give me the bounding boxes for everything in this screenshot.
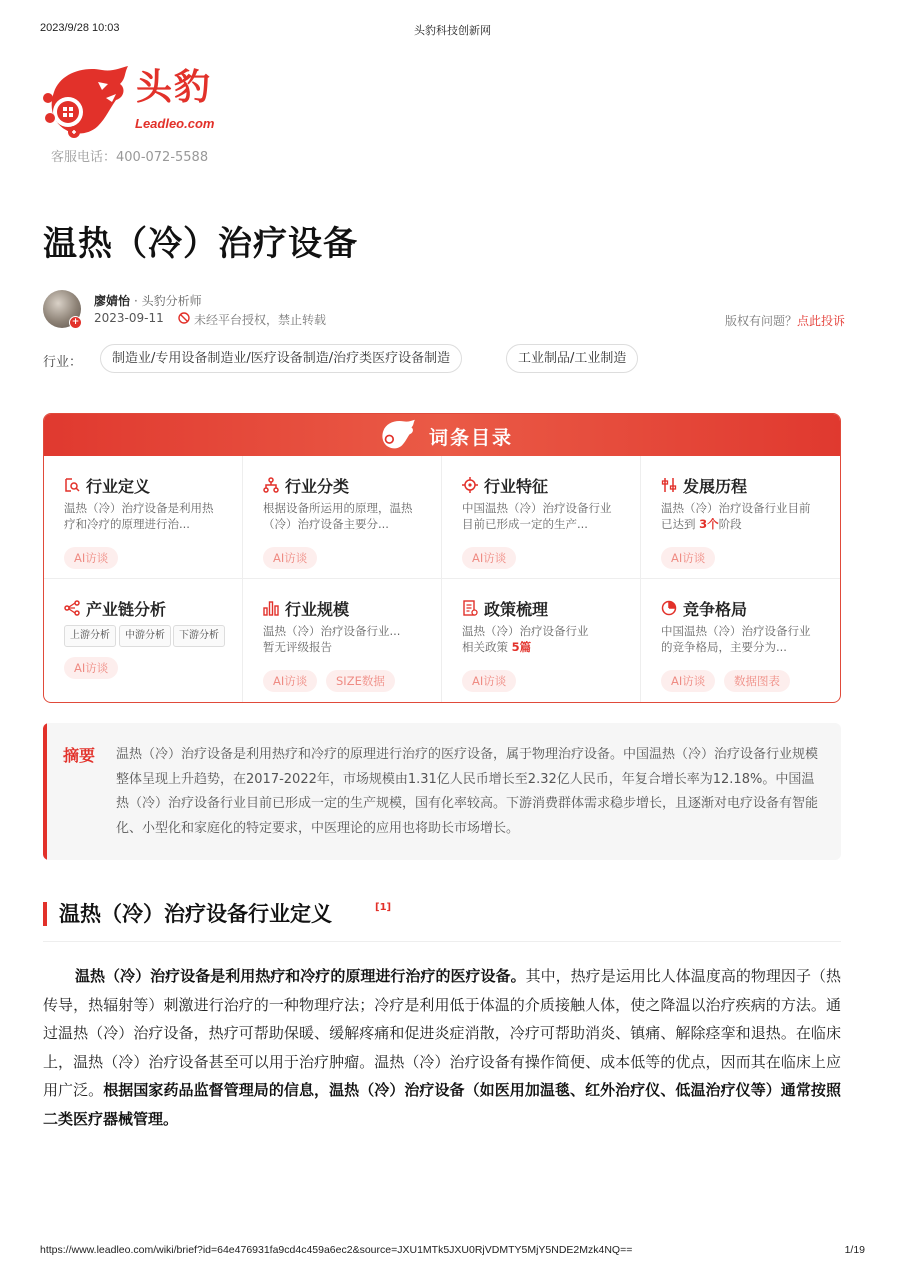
midstream-analysis-button[interactable]: 中游分析 bbox=[119, 625, 171, 647]
page-url: https://www.leadleo.com/wiki/brief?id=64e476931fa9cd4c459a6ec2&source=JXU1MTk5JXU0RjVDMTY5MjY5NDE2Mzk4NQ== bbox=[40, 1244, 633, 1256]
toc-item-title: 行业规模 bbox=[285, 600, 350, 619]
ai-interview-chip[interactable]: AI访谈 bbox=[263, 670, 317, 692]
print-site-title: 头豹科技创新网 bbox=[414, 25, 491, 37]
bold-sentence: 根据国家药品监督管理局的信息，温热（冷）治疗设备（如医用加温毯、红外治疗仪、低温治疗仪等）通常按照二类医疗器械管理。 bbox=[43, 1081, 841, 1128]
toc-item-desc: 中国温热（冷）治疗设备行业的竞争格局，主要分为... bbox=[661, 624, 811, 654]
toc-item-chain[interactable] bbox=[44, 579, 243, 702]
toc-item-classification[interactable] bbox=[243, 456, 442, 579]
data-chart-chip[interactable]: 数据图表 bbox=[724, 670, 790, 692]
toc-item-title: 行业分类 bbox=[285, 477, 350, 496]
print-datetime: 2023/9/28 10:03 bbox=[40, 22, 120, 34]
industry-tag[interactable]: 制造业/专用设备制造业/医疗设备制造/治疗类医疗设备制造 bbox=[100, 344, 462, 373]
toc-item-desc: 温热（冷）治疗设备是利用热疗和冷疗的原理进行治... bbox=[64, 501, 214, 531]
divider bbox=[43, 941, 841, 942]
rating-note: 暂无评级报告 bbox=[263, 640, 332, 654]
size-data-chip[interactable]: SIZE数据 bbox=[326, 670, 395, 692]
toc-item-desc bbox=[462, 623, 622, 655]
toc-item-title: 行业定义 bbox=[86, 477, 151, 496]
paragraph-text: 其中，热疗是运用比人体温度高的物理因子（热传导，热辐射等）刺激进行治疗的一种物理疗法；冷疗是利用低于体温的介质接触人体，使之降温以治疗疾病的方法。通过温热（冷）治疗设备，热疗可帮助保暖、缓解疼痛和促进炎症消散，冷疗可帮助消炎、镇痛、解除痉挛和退热。在临床上，温热（冷）治疗设备甚至可以用于治疗肿瘤。温热（冷）治疗设备有操作简便、成本低等的优点，因而其在临床上应用广泛。 bbox=[43, 967, 841, 1099]
industry-tags bbox=[43, 344, 845, 374]
hierarchy-icon bbox=[263, 477, 279, 493]
timeline-icon bbox=[661, 477, 677, 493]
desc-text: 相关政策 bbox=[462, 640, 512, 654]
toc-panel bbox=[43, 413, 841, 703]
report-link[interactable]: 点此投诉 bbox=[796, 314, 845, 328]
summary-box bbox=[43, 723, 841, 860]
definition-paragraph bbox=[43, 962, 841, 1133]
print-header bbox=[40, 22, 865, 36]
desc-text: 温热（冷）治疗设备行业 bbox=[462, 624, 589, 638]
ai-interview-chip[interactable]: AI访谈 bbox=[462, 547, 516, 569]
author-name[interactable]: 廖婧怡 bbox=[94, 294, 131, 308]
policy-doc-icon bbox=[462, 600, 478, 616]
ai-interview-chip[interactable]: AI访谈 bbox=[64, 657, 118, 679]
bold-sentence: 温热（冷）治疗设备是利用热疗和冷疗的原理进行治疗的医疗设备。 bbox=[75, 967, 526, 985]
heading-accent-bar bbox=[43, 902, 47, 926]
footnote-ref[interactable]: [1] bbox=[375, 902, 392, 913]
desc-text: 温热（冷）治疗设备行业目前已达到 bbox=[661, 501, 811, 531]
desc-text: 温热（冷）治疗设备行业... bbox=[263, 624, 401, 638]
toc-item-history[interactable] bbox=[641, 456, 840, 579]
copyright-report bbox=[725, 312, 845, 329]
summary-accent-bar bbox=[43, 723, 47, 860]
bar-chart-icon bbox=[263, 600, 279, 616]
toc-item-title: 产业链分析 bbox=[86, 600, 167, 619]
policy-count: 5篇 bbox=[511, 640, 532, 654]
target-icon bbox=[462, 477, 478, 493]
leadleo-logo[interactable] bbox=[40, 62, 230, 142]
prohibited-icon bbox=[178, 312, 190, 324]
report-prefix: 版权有问题？ bbox=[724, 314, 797, 328]
toc-header bbox=[44, 414, 840, 456]
downstream-analysis-button[interactable]: 下游分析 bbox=[173, 625, 225, 647]
leopard-logo-icon bbox=[374, 418, 420, 452]
summary-text: 温热（冷）治疗设备是利用热疗和冷疗的原理进行治疗的医疗设备，属于物理治疗设备。中国温热（冷）治疗设备行业规模整体呈现上升趋势，在2017-2022年，市场规模由1.31亿人民币增长至2.32亿人民币，年复合增长率为12.18%。中国温热（冷）治疗设备行业目前已形成一定的生产规模，国有化率较高。下游消费群体需求稳步增长，且逐渐对电疗设备有智能化、小型化和家庭化的特定要求，中医理论的应用也将助长市场增长。 bbox=[116, 747, 819, 836]
toc-item-desc bbox=[263, 623, 423, 655]
stage-count: 3个 bbox=[699, 517, 719, 531]
industry-tag[interactable]: 工业制品/工业制造 bbox=[506, 344, 638, 373]
pie-chart-icon bbox=[661, 600, 677, 616]
toc-item-scale[interactable] bbox=[243, 579, 442, 702]
summary-label: 摘要 bbox=[63, 746, 96, 765]
section-title: 温热（冷）治疗设备行业定义 bbox=[59, 902, 332, 926]
toc-item-title: 行业特征 bbox=[484, 477, 549, 496]
page-title: 温热（冷）治疗设备 bbox=[43, 224, 358, 264]
page-number: 1/19 bbox=[844, 1244, 865, 1256]
industry-label: 行业： bbox=[43, 355, 83, 370]
plus-badge-icon[interactable]: + bbox=[69, 316, 82, 329]
ai-interview-chip[interactable]: AI访谈 bbox=[263, 547, 317, 569]
ai-interview-chip[interactable]: AI访谈 bbox=[661, 547, 715, 569]
toc-item-policy[interactable] bbox=[442, 579, 641, 702]
desc-text: 阶段 bbox=[718, 517, 742, 531]
author-info bbox=[43, 290, 845, 330]
toc-item-desc bbox=[661, 500, 821, 532]
toc-item-title: 政策梳理 bbox=[484, 600, 549, 619]
license-notice: 未经平台授权，禁止转载 bbox=[194, 313, 327, 327]
toc-item-title: 竞争格局 bbox=[683, 600, 748, 619]
ai-interview-chip[interactable]: AI访谈 bbox=[661, 670, 715, 692]
author-role: · 头豹分析师 bbox=[134, 294, 202, 308]
ai-interview-chip[interactable]: AI访谈 bbox=[64, 547, 118, 569]
print-footer bbox=[40, 1244, 865, 1258]
leopard-logo-icon bbox=[40, 62, 132, 142]
toc-item-desc: 根据设备所运用的原理，温热（冷）治疗设备主要分... bbox=[263, 501, 413, 531]
toc-item-title: 发展历程 bbox=[683, 477, 748, 496]
upstream-analysis-button[interactable]: 上游分析 bbox=[64, 625, 116, 647]
toc-title: 词条目录 bbox=[429, 427, 514, 449]
publish-date: 2023-09-11 bbox=[94, 311, 164, 325]
chain-icon bbox=[64, 600, 80, 616]
service-hotline: 客服电话：400-072-5588 bbox=[51, 150, 209, 165]
toc-item-features[interactable] bbox=[442, 456, 641, 579]
toc-item-definition[interactable] bbox=[44, 456, 243, 579]
logo-brand: 头豹 bbox=[136, 67, 213, 108]
search-doc-icon bbox=[64, 477, 80, 493]
logo-domain: Leadleo.com bbox=[135, 116, 215, 131]
toc-item-competition[interactable] bbox=[641, 579, 840, 702]
toc-item-desc: 中国温热（冷）治疗设备行业目前已形成一定的生产... bbox=[462, 501, 612, 531]
ai-interview-chip[interactable]: AI访谈 bbox=[462, 670, 516, 692]
